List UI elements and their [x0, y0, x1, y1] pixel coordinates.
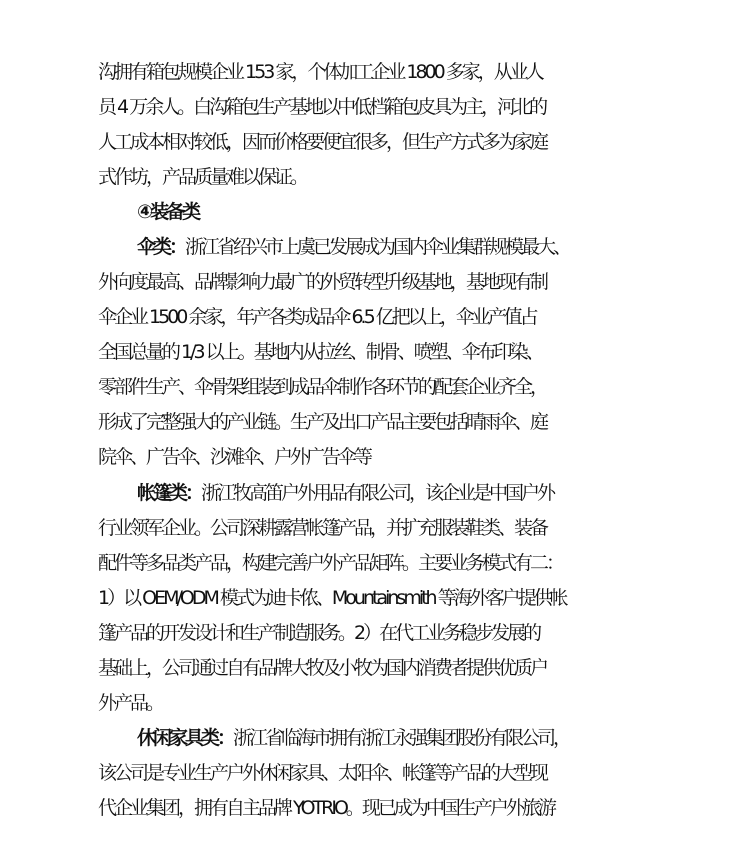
umbrella-first-text: 浙江省绍兴市上虞已发展成为国内伞业集群规模最大、	[185, 236, 570, 258]
umbrella-line-4: 全国总量的 1/3 以上。基地内从拉丝、制骨、喷塑、伞布印染、	[98, 341, 542, 363]
furniture-line-2: 该公司是专业生产户外休闲家具、太阳伞、帐篷等产品的大型现	[98, 762, 547, 784]
section-heading: ④装备类	[137, 201, 199, 223]
tent-line-2: 行业领军企业。公司深耕露营帐篷产品，并扩充服装鞋类、装备	[98, 517, 547, 539]
tent-line-6: 基础上，公司通过自有品牌大牧及小牧为国内消费者提供优质户	[98, 657, 547, 679]
umbrella-first-line	[137, 234, 744, 260]
umbrella-line-6: 形成了完整强大的产业链。生产及出口产品主要包括晴雨伞、庭	[98, 411, 547, 433]
tent-line-5: 篷产品的开发设计和生产制造服务。2）在代工业务稳步发展的	[98, 622, 540, 644]
furniture-first-text: 浙江省临海市拥有浙江永强集团股份有限公司，	[233, 727, 570, 749]
furniture-first-line	[137, 725, 744, 751]
umbrella-line-2: 外向度最高、品牌影响力最广的外贸转型升级基地，基地现有制	[98, 271, 547, 293]
intro-line-1: 沟拥有箱包规模企业 153 家，个体加工企业 1800 多家，从业人	[98, 61, 542, 83]
tent-line-4: 1）以 OEM/ODM 模式为迪卡侬、Mountainsmith 等海外客户提供帐	[98, 587, 566, 609]
umbrella-label: 伞类：	[137, 236, 186, 258]
umbrella-line-7: 院伞、广告伞、沙滩伞、户外广告伞等	[98, 446, 371, 468]
furniture-line-3: 代企业集团，拥有自主品牌 YOTRIO。现已成为中国生产户外旅游	[98, 797, 554, 819]
tent-first-text: 浙江牧高笛户外用品有限公司，该企业是中国户外	[201, 482, 554, 504]
intro-line-4: 式作坊，产品质量难以保证。	[98, 166, 307, 188]
tent-line-7: 外产品。	[98, 692, 163, 714]
furniture-label: 休闲家具类：	[137, 727, 234, 749]
intro-line-2: 员 4 万余人。白沟箱包生产基地以中低档箱包皮具为主，河北的	[98, 96, 546, 118]
tent-line-3: 配件等多品类产品，构建完善户外产品矩阵。主要业务模式有二：	[98, 552, 563, 574]
intro-line-3: 人工成本相对较低，因而价格要便宜很多，但生产方式多为家庭	[98, 131, 547, 153]
umbrella-line-3: 伞企业 1500 余家，年产各类成品伞 6.5 亿把以上，伞业产值占	[98, 306, 536, 328]
tent-label: 帐篷类：	[137, 482, 202, 504]
umbrella-line-5: 零部件生产、伞骨架组装到成品伞制作各环节的配套企业齐全，	[98, 376, 547, 398]
tent-first-line	[137, 480, 744, 506]
